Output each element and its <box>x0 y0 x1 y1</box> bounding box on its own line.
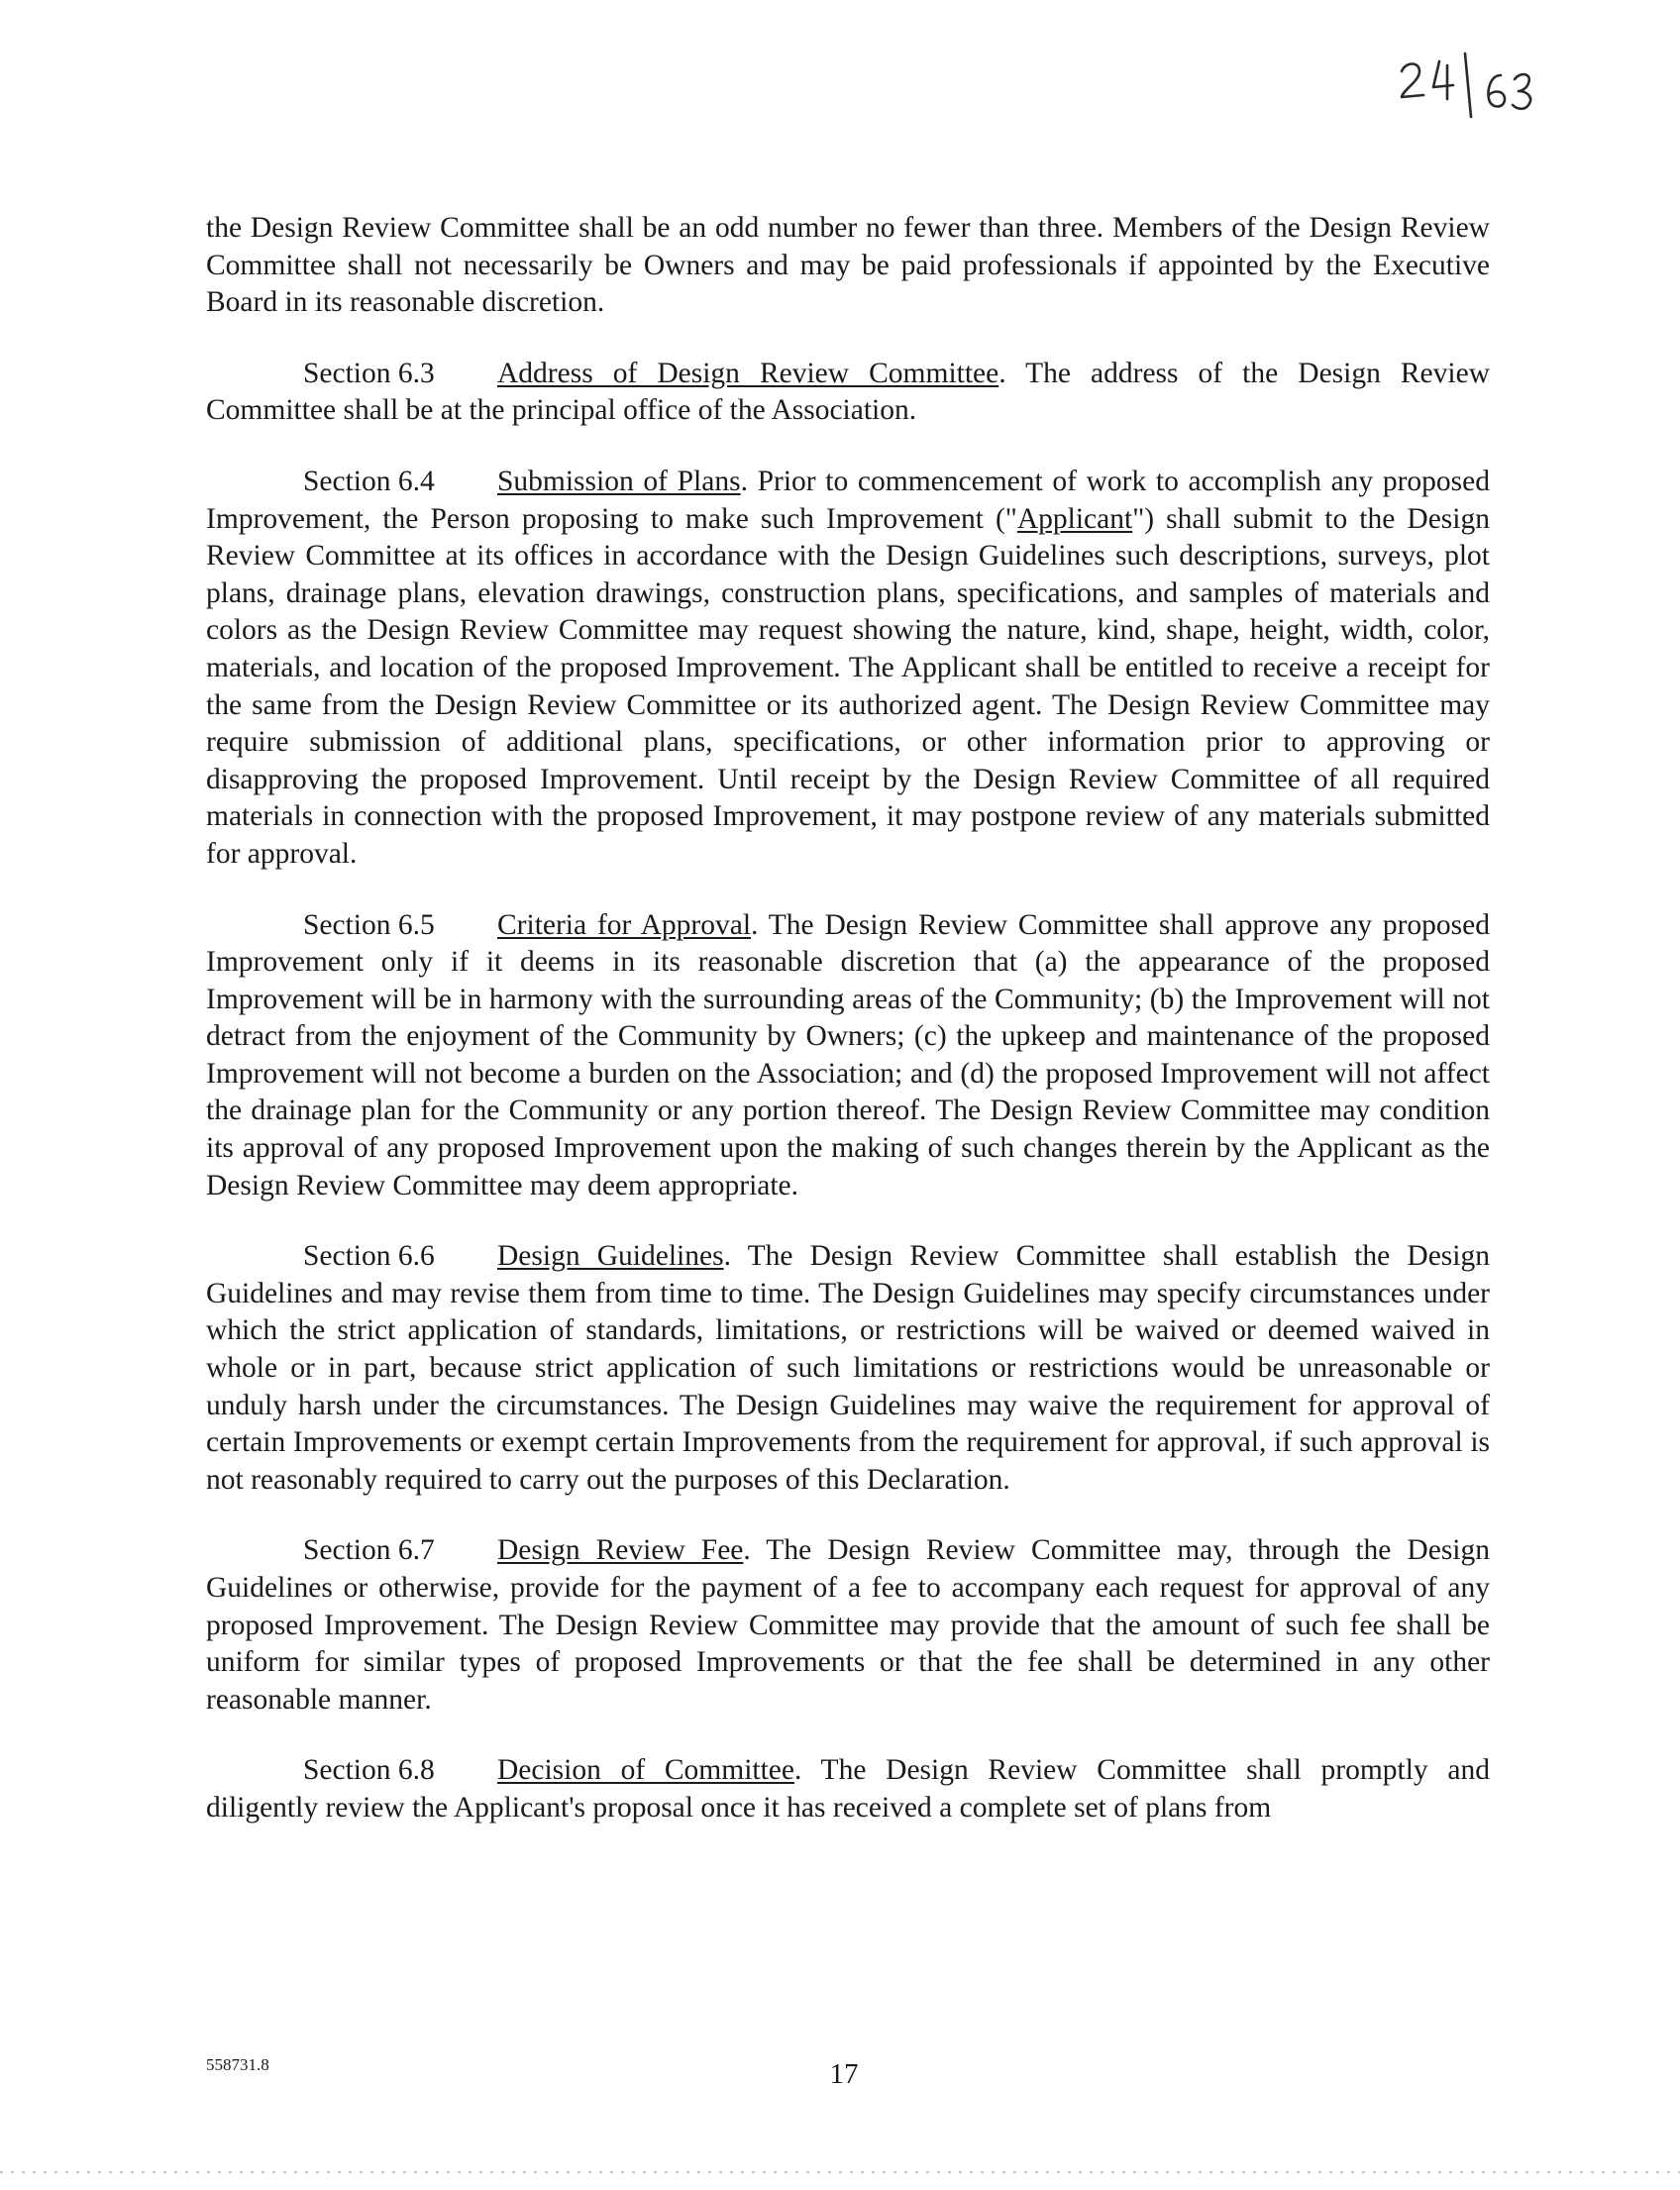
defined-term-applicant: Applicant <box>1016 502 1133 535</box>
handwritten-annotation-drawing <box>1392 40 1560 139</box>
handwritten-page-annotation <box>1392 40 1560 139</box>
section-6-6 <box>206 1238 1490 1499</box>
section-text: . The address of the Design Review Committee shall be at the principal office of the Association. <box>206 357 1490 427</box>
paragraph-text: the Design Review Committee shall be an odd number no fewer than three. Members of the Design Review Committee shall not necessarily be Owners and may be paid professionals if appointed by the Executive Board in its reasonable discretion. <box>206 212 1490 319</box>
section-heading: Decision of Committee <box>497 1754 794 1787</box>
section-text: . The Design Review Committee may, through the Design Guidelines or otherwise, provide for the payment of a fee to accompany each request for approval of any proposed Improvement. The Design Review Committee may provide that the amount of such fee shall be uniform for similar types of proposed Improvements or that the fee shall be determined in any other reasonable manner. <box>206 1534 1490 1716</box>
page-number: 17 <box>829 2058 859 2090</box>
section-number: Section 6.5 <box>303 908 435 941</box>
section-6-3 <box>206 356 1490 430</box>
section-6-5 <box>206 907 1490 1205</box>
scan-artifact-line <box>0 2171 1680 2173</box>
section-text: . The Design Review Committee shall promptly and diligently review the Applicant's proposal once it has received a complete set of plans from <box>206 1754 1490 1824</box>
document-number: 558731.8 <box>206 2055 269 2074</box>
section-text: . The Design Review Committee shall approve any proposed Improvement only if it deems in its reasonable discretion that (a) the appearance of the proposed Improvement will be in harmony with the surrounding areas of the Community; (b) the Improvement will not detract from the enjoyment of the Community by Owners; (c) the upkeep and maintenance of the proposed Improvement will not become a burden on the Association; and (d) the proposed Improvement will not affect the drainage plan for the Community or any portion thereof. The Design Review Committee may condition its approval of any proposed Improvement upon the making of such changes therein by the Applicant as the Design Review Committee may deem appropriate. <box>206 908 1490 1201</box>
section-number: Section 6.7 <box>303 1534 435 1567</box>
section-heading: Submission of Plans <box>497 465 741 497</box>
section-text: . Prior to commencement of work to accomplish any proposed Improvement, the Person proposing to make such Improvement (" <box>206 465 1490 535</box>
paragraph-continuation <box>206 210 1490 322</box>
section-6-8 <box>206 1752 1490 1826</box>
section-number: Section 6.3 <box>303 357 435 389</box>
section-heading: Address of Design Review Committee <box>497 357 999 389</box>
section-text: . The Design Review Committee shall establish the Design Guidelines and may revise them from time to time. The Design Guidelines may specify circumstances under which the strict application of standards, limitations, or restrictions will be waived or deemed waived in whole or in part, because strict application of such limitations or restrictions would be unreasonable or unduly harsh under the circumstances. The Design Guidelines may waive the requirement for approval of certain Improvements or exempt certain Improvements from the requirement for approval, if such approval is not reasonably required to carry out the purposes of this Declaration. <box>206 1240 1490 1496</box>
document-body <box>206 210 1490 1861</box>
section-heading: Design Review Fee <box>497 1534 744 1567</box>
section-heading: Design Guidelines <box>497 1240 724 1273</box>
section-6-7 <box>206 1532 1490 1719</box>
section-text-continued: ") shall submit to the Design Review Committee at its offices in accordance with the Design Guidelines such descriptions, surveys, plot plans, drainage plans, elevation drawings, construction plans, specifications, and samples of materials and colors as the Design Review Committee may request showing the nature, kind, shape, height, width, color, materials, and location of the proposed Improvement. The Applicant shall be entitled to receive a receipt for the same from the Design Review Committee or its authorized agent. The Design Review Committee may require submission of additional plans, specifications, or other information prior to approving or disapproving the proposed Improvement. Until receipt by the Design Review Committee of all required materials in connection with the proposed Improvement, it may postpone review of any materials submitted for approval. <box>206 502 1490 870</box>
section-heading: Criteria for Approval <box>497 908 752 941</box>
section-number: Section 6.6 <box>303 1240 435 1273</box>
section-number: Section 6.8 <box>303 1754 435 1787</box>
section-6-4 <box>206 464 1490 874</box>
section-number: Section 6.4 <box>303 465 435 497</box>
